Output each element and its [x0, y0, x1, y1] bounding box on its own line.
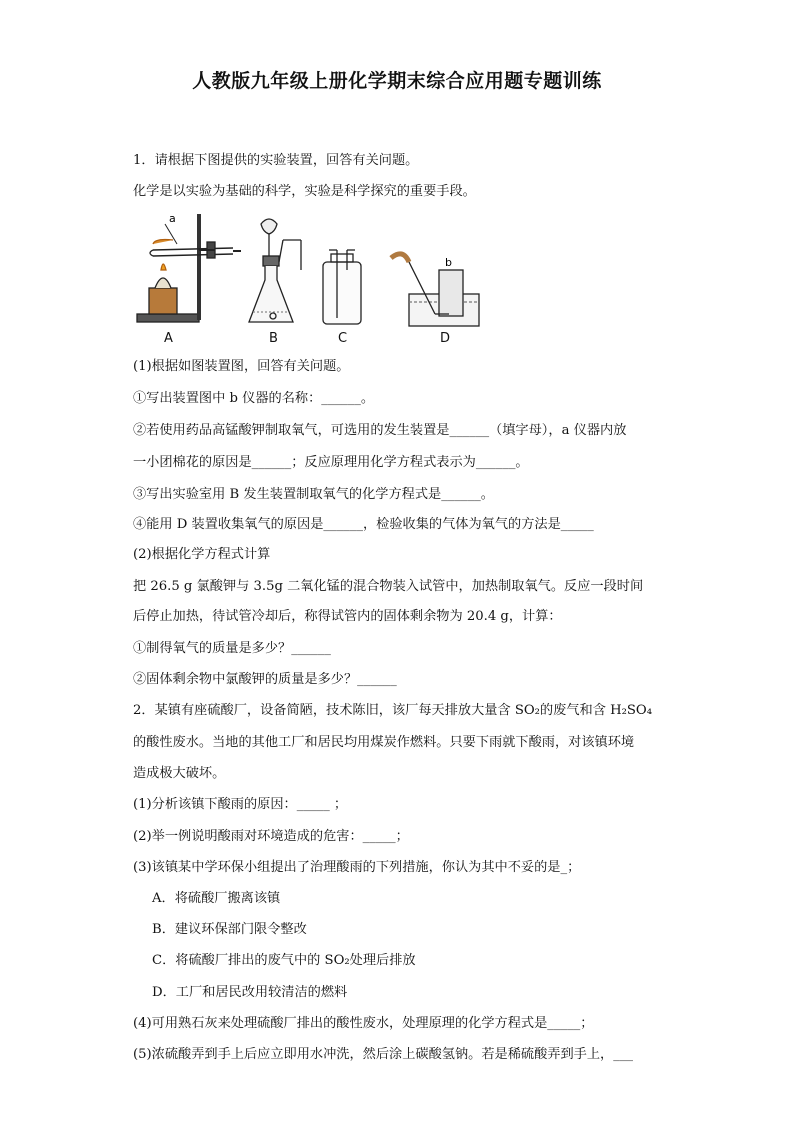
- q2-part1: (1)分析该镇下酸雨的原因：_____ ；: [133, 797, 348, 812]
- question-1-intro: 1．请根据下图提供的实验装置，回答有关问题。: [133, 153, 419, 168]
- label-b-instrument: b: [445, 256, 452, 269]
- q2-option-c: C．将硫酸厂排出的废气中的 SO₂处理后排放: [152, 953, 416, 968]
- q2-part3: (3)该镇某中学环保小组提出了治理酸雨的下列措施，你认为其中不妥的是_；: [133, 860, 581, 875]
- q1-part1-item4: ④能用 D 装置收集氧气的原因是______，检验收集的气体为氧气的方法是_____: [133, 517, 594, 532]
- apparatus-b: [249, 219, 301, 322]
- q1-part2-text-cont: 后停止加热，待试管冷却后，称得试管内的固体剩余物为 20.4 g，计算：: [133, 609, 562, 624]
- page-title: 人教版九年级上册化学期末综合应用题专题训练: [192, 70, 602, 92]
- q1-part1-heading: (1)根据如图装置图，回答有关问题。: [133, 359, 350, 374]
- figure-label-d: D: [440, 331, 451, 346]
- q1-part1-item2-cont: 一小团棉花的原因是______；反应原理用化学方程式表示为______。: [133, 455, 529, 470]
- q1-part1-item3: ③写出实验室用 B 发生装置制取氧气的化学方程式是______。: [133, 487, 494, 502]
- apparatus-d: [391, 254, 479, 326]
- q2-part2: (2)举一例说明酸雨对环境造成的危害：_____；: [133, 829, 409, 844]
- apparatus-diagram: [133, 210, 533, 350]
- q1-part2-text: 把 26.5 g 氯酸钾与 3.5g 二氧化锰的混合物装入试管中，加热制取氧气。反应一段时间: [133, 579, 644, 594]
- question-2-intro: 2．某镇有座硫酸厂，设备简陋，技术陈旧，该厂每天排放大量含 SO₂的废气和含 H₂SO₄: [133, 703, 653, 718]
- figure-label-a: A: [164, 331, 173, 346]
- q2-option-b: B．建议环保部门限令整改: [152, 922, 307, 937]
- q1-part1-item1: ①写出装置图中 b 仪器的名称：______。: [133, 391, 375, 406]
- q1-part2-item2: ②固体剩余物中氯酸钾的质量是多少？______: [133, 672, 397, 687]
- q1-part1-item2: ②若使用药品高锰酸钾制取氧气，可选用的发生装置是______（填字母），a 仪器内放: [133, 423, 627, 438]
- q1-part2-heading: (2)根据化学方程式计算: [133, 547, 271, 562]
- apparatus-c: [323, 250, 361, 324]
- figure-label-b: B: [269, 331, 278, 346]
- question-2-intro-cont: 的酸性废水。当地的其他工厂和居民均用煤炭作燃料。只要下雨就下酸雨，对该镇环境: [133, 735, 635, 750]
- figure-label-c: C: [338, 331, 348, 346]
- q1-part2-item1: ①制得氧气的质量是多少？______: [133, 641, 331, 656]
- apparatus-a: [137, 214, 241, 322]
- question-1-context: 化学是以实验为基础的科学，实验是科学探究的重要手段。: [133, 184, 476, 199]
- label-a-instrument: a: [169, 212, 176, 225]
- question-2-intro-end: 造成极大破坏。: [133, 766, 226, 781]
- q2-option-d: D．工厂和居民改用较清洁的燃料: [152, 985, 348, 1000]
- apparatus-figure: [133, 210, 533, 350]
- q2-part5: (5)浓硫酸弄到手上后应立即用水冲洗，然后涂上碳酸氢钠。若是稀硫酸弄到手上，___: [133, 1047, 634, 1062]
- q2-option-a: A．将硫酸厂搬离该镇: [152, 891, 281, 906]
- q2-part4: (4)可用熟石灰来处理硫酸厂排出的酸性废水，处理原理的化学方程式是_____；: [133, 1016, 594, 1031]
